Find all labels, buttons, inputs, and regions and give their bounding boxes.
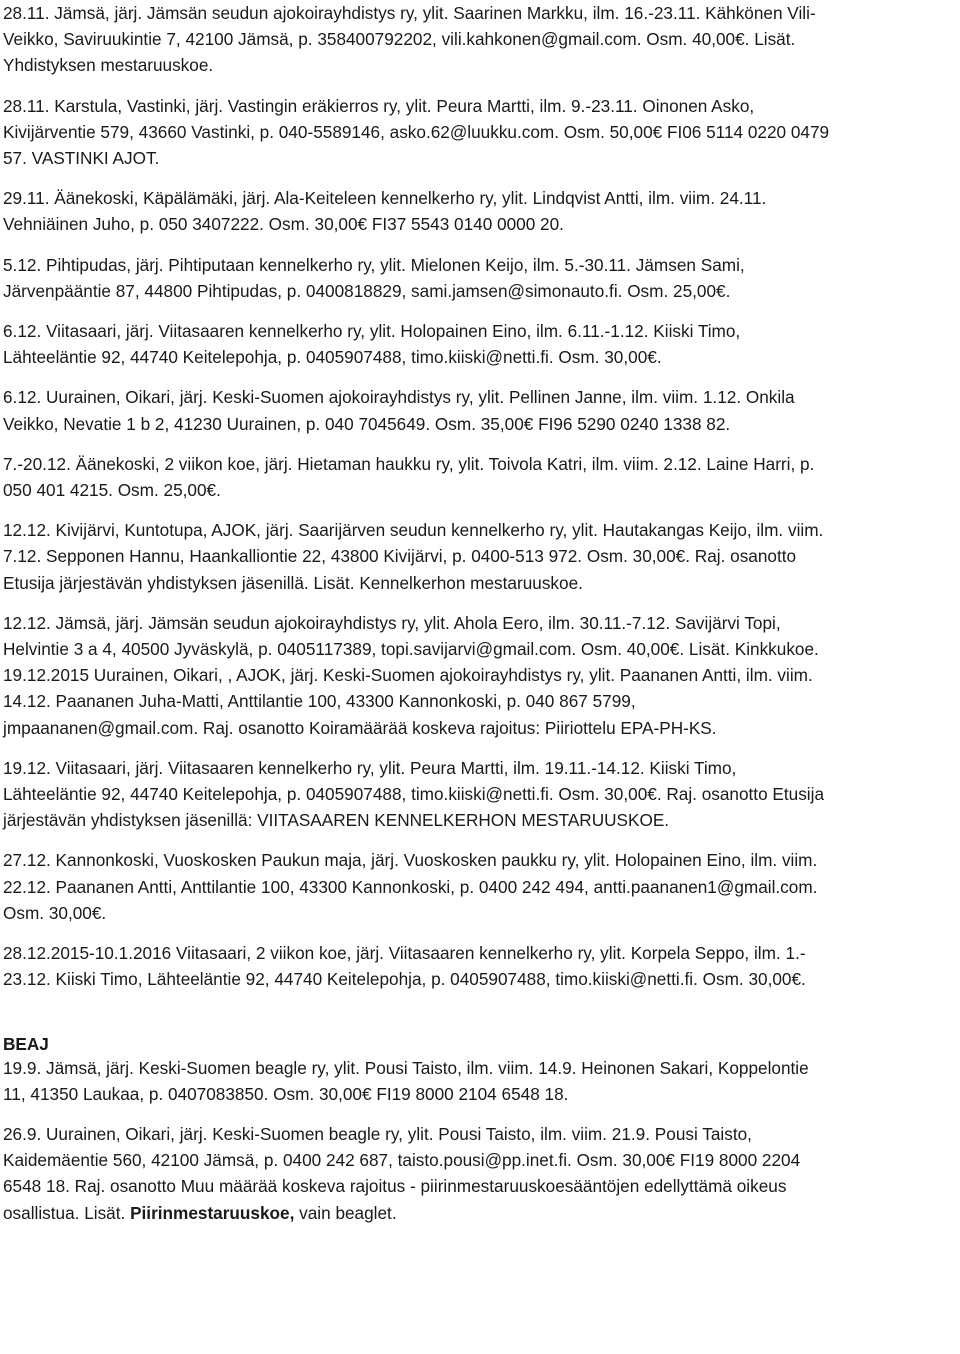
entry-line: 19.12.2015 Uurainen, Oikari, , AJOK, järj. Keski-Suomen ajokoirayhdistys ry, ylit. Paananen Antti, ilm. viim. xyxy=(3,665,813,686)
entry-line: Lähteeläntie 92, 44740 Keitelepohja, p. 0405907488, timo.kiiski@netti.fi. Osm. 30,00€. xyxy=(3,347,662,368)
entry-line: 12.12. Jämsä, järj. Jämsän seudun ajokoirayhdistys ry, ylit. Ahola Eero, ilm. 30.11.-7.12. Savijärvi Topi, xyxy=(3,612,781,633)
beaj-event-list xyxy=(3,1055,958,1107)
entry-line: 27.12. Kannonkoski, Vuoskosken Paukun maja, järj. Vuoskosken paukku ry, ylit. Holopainen Eino, ilm. viim. xyxy=(3,850,818,871)
event-entry xyxy=(3,517,958,596)
entry-line-final xyxy=(3,1200,958,1226)
event-entry xyxy=(3,451,958,503)
entry-line: Kivijärventie 579, 43660 Vastinki, p. 040-5589146, asko.62@luukku.com. Osm. 50,00€ FI06 5114 0220 0479 xyxy=(3,121,830,142)
entry-line: Vehniäinen Juho, p. 050 3407222. Osm. 30,00€ FI37 5543 0140 0000 20. xyxy=(3,214,564,235)
event-entry xyxy=(3,610,958,662)
entry-line: 28.11. Jämsä, järj. Jämsän seudun ajokoirayhdistys ry, ylit. Saarinen Markku, ilm. 16.-23.11. Kähkönen Vili- xyxy=(3,3,816,23)
document-page xyxy=(3,0,958,1226)
entry-line: 26.9. Uurainen, Oikari, järj. Keski-Suomen beagle ry, ylit. Pousi Taisto, ilm. viim. 21.9. Pousi Taisto, xyxy=(3,1123,752,1144)
event-list xyxy=(3,0,958,993)
event-entry xyxy=(3,940,958,992)
entry-line: Osm. 30,00€. xyxy=(3,902,107,923)
entry-line: 28.11. Karstula, Vastinki, järj. Vastingin eräkierros ry, ylit. Peura Martti, ilm. 9.-23.11. Oinonen Asko, xyxy=(3,95,755,116)
entry-line: 11, 41350 Laukaa, p. 0407083850. Osm. 30,00€ FI19 8000 2104 6548 18. xyxy=(3,1083,569,1104)
event-entry xyxy=(3,185,958,237)
entry-line: jmpaananen@gmail.com. Raj. osanotto Koiramäärää koskeva rajoitus: Piiriottelu EPA-PH-KS. xyxy=(3,717,717,738)
event-entry xyxy=(3,252,958,304)
entry-line: 6.12. Uurainen, Oikari, järj. Keski-Suomen ajokoirayhdistys ry, ylit. Pellinen Janne, ilm. viim. 1.12. Onkila xyxy=(3,387,795,408)
entry-line: 57. VASTINKI AJOT. xyxy=(3,148,160,169)
entry-line: 19.12. Viitasaari, järj. Viitasaaren kennelkerho ry, ylit. Peura Martti, ilm. 19.11.-14.12. Kiiski Timo, xyxy=(3,757,737,778)
entry-line: Etusija järjestävän yhdistyksen jäsenillä. Lisät. Kennelkerhon mestaruuskoe. xyxy=(3,572,583,593)
entry-line: 7.12. Sepponen Hannu, Haankalliontie 22, 43800 Kivijärvi, p. 0400-513 972. Osm. 30,00€. Raj. osanotto xyxy=(3,546,797,567)
entry-line: 29.11. Äänekoski, Käpälämäki, järj. Ala-Keiteleen kennelkerho ry, ylit. Lindqvist Antti, ilm. viim. 24.11. xyxy=(3,188,767,209)
entry-line: 19.9. Jämsä, järj. Keski-Suomen beagle ry, ylit. Pousi Taisto, ilm. viim. 14.9. Heinonen Sakari, Koppelontie xyxy=(3,1057,809,1078)
final-bold-label: Piirinmestaruuskoe, xyxy=(130,1202,295,1223)
event-entry xyxy=(3,93,958,172)
entry-line: 28.12.2015-10.1.2016 Viitasaari, 2 viikon koe, järj. Viitasaaren kennelkerho ry, ylit. Korpela Seppo, ilm. 1.- xyxy=(3,943,806,964)
entry-line: 6548 18. Raj. osanotto Muu määrää koskeva rajoitus - piirinmestaruuskoesääntöjen edellyttämä oikeus xyxy=(3,1176,787,1197)
event-entry xyxy=(3,318,958,370)
entry-line: 7.-20.12. Äänekoski, 2 viikon koe, järj. Hietaman haukku ry, ylit. Toivola Katri, ilm. viim. 2.12. Laine Harri, p. xyxy=(3,453,815,474)
event-entry xyxy=(3,662,958,741)
entry-line: 23.12. Kiiski Timo, Lähteeläntie 92, 44740 Keitelepohja, p. 0405907488, timo.kiiski@netti.fi. Osm. 30,00€. xyxy=(3,969,806,990)
event-entry xyxy=(3,847,958,926)
entry-line: 14.12. Paananen Juha-Matti, Anttilantie 100, 43300 Kannonkoski, p. 040 867 5799, xyxy=(3,691,636,712)
section-heading-beaj: BEAJ xyxy=(3,1033,49,1054)
entry-line: 6.12. Viitasaari, järj. Viitasaaren kennelkerho ry, ylit. Holopainen Eino, ilm. 6.11.-1.12. Kiiski Timo, xyxy=(3,321,741,342)
entry-line: 22.12. Paananen Antti, Anttilantie 100, 43300 Kannonkoski, p. 0400 242 494, antti.paananen1@gmail.com. xyxy=(3,876,818,897)
entry-line: Veikko, Saviruukintie 7, 42100 Jämsä, p. 358400792202, vili.kahkonen@gmail.com. Osm. 40,00€. Lisät. xyxy=(3,29,796,50)
entry-line: Veikko, Nevatie 1 b 2, 41230 Uurainen, p. 040 7045649. Osm. 35,00€ FI96 5290 0240 1338 82. xyxy=(3,413,731,434)
event-entry xyxy=(3,384,958,436)
entry-line: Kaidemäentie 560, 42100 Jämsä, p. 0400 242 687, taisto.pousi@pp.inet.fi. Osm. 30,00€ FI19 8000 2204 xyxy=(3,1150,801,1171)
event-entry xyxy=(3,0,958,79)
event-entry xyxy=(3,755,958,834)
entry-line: 5.12. Pihtipudas, järj. Pihtiputaan kennelkerho ry, ylit. Mielonen Keijo, ilm. 5.-30.11. Jämsen Sami, xyxy=(3,254,745,275)
entry-line: 050 401 4215. Osm. 25,00€. xyxy=(3,480,221,501)
entry-line: Järvenpääntie 87, 44800 Pihtipudas, p. 0400818829, sami.jamsen@simonauto.fi. Osm. 25,00€. xyxy=(3,280,731,301)
entry-line: järjestävän yhdistyksen jäsenillä: VIITASAAREN KENNELKERHON MESTARUUSKOE. xyxy=(3,810,670,831)
event-entry-last xyxy=(3,1121,958,1226)
entry-line: 12.12. Kivijärvi, Kuntotupa, AJOK, järj. Saarijärven seudun kennelkerho ry, ylit. Hautakangas Keijo, ilm. viim. xyxy=(3,520,824,541)
final-prefix: osallistua. Lisät. xyxy=(3,1202,131,1223)
entry-line: Helvintie 3 a 4, 40500 Jyväskylä, p. 0405117389, topi.savijarvi@gmail.com. Osm. 40,00€. Lisät. Kinkkukoe. xyxy=(3,639,819,660)
event-entry xyxy=(3,1055,958,1107)
entry-line: Yhdistyksen mestaruuskoe. xyxy=(3,55,214,76)
entry-line: Lähteeläntie 92, 44740 Keitelepohja, p. 0405907488, timo.kiiski@netti.fi. Osm. 30,00€. Raj. osanotto Etusija xyxy=(3,784,825,805)
final-suffix: vain beaglet. xyxy=(294,1202,397,1223)
